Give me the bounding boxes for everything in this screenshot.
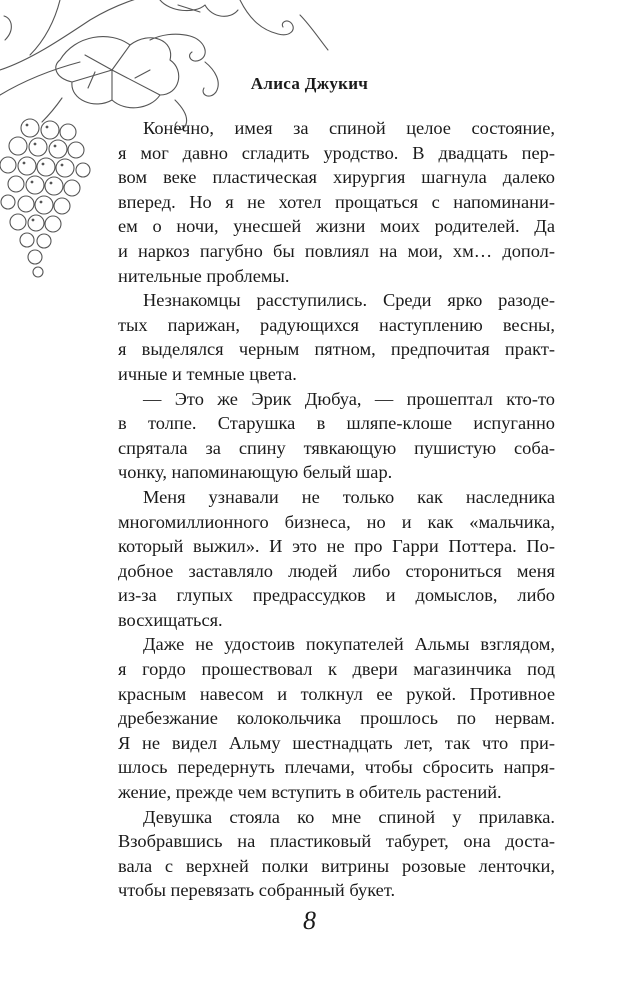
text-line: и наркоз пагубно бы повлиял на мои, хм… допол- [118,240,555,261]
text-line: вала с верхней полки витрины розовые ленточки, [118,855,555,876]
text-line: вперед. Но я не хотел прощаться с напоминани- [118,191,555,212]
page-number: 8 [303,906,316,935]
text-line: я выделялся черным пятном, предпочитая практ- [118,339,555,360]
text-line: красным навесом и толкнул ее рукой. Противное [118,683,555,704]
text-line: Конечно, имея за спиной целое состояние, [143,118,555,138]
running-head-author: Алиса Джукич [250,74,369,93]
text-line: восхищаться. [118,609,223,630]
text-line: Я не видел Альму шестнадцать лет, так что при- [118,732,555,753]
body-text [118,116,555,903]
text-line: добное заставляло людей либо сторониться меня [118,560,555,581]
text-line: Незнакомцы расступились. Среди ярко разоде- [143,290,555,311]
text-line: Девушка стояла ко мне спиной у прилавка. [143,806,555,827]
text-line: Даже не удостоив покупателей Альмы взглядом, [143,634,555,655]
text-line: ем о ночи, унесшей жизни моих родителей. Да [118,216,555,237]
text-line: нительные проблемы. [118,265,290,286]
text-line: я мог давно сгладить уродство. В двадцать пер- [118,142,555,163]
text-line: жение, прежде чем вступить в обитель растений. [118,782,502,803]
text-line: шлось передернуть плечами, чтобы сбросить напря- [118,757,555,778]
text-line: — Это же Эрик Дюбуа, — прошептал кто-то [143,388,555,409]
text-line: дребезжание колокольчика прошлось по нервам. [118,708,555,729]
text-line: вом веке пластическая хирургия шагнула далеко [118,167,555,188]
text-line: чтобы перевязать собранный букет. [118,880,396,901]
text-line: многомиллионного бизнеса, но и как «мальчика, [118,511,555,532]
text-line: я гордо прошествовал к двери магазинчика под [118,659,555,680]
text-line: спрятала за спину тявкающую пушистую соба- [118,437,555,458]
text-line: в толпе. Старушка в шляпе-клоше испуганно [118,413,555,434]
text-line: из-за глупых предрассудков и домыслов, либо [118,585,555,606]
text-line: ичные и темные цвета. [118,363,297,384]
text-line: чонку, напоминающую белый шар. [118,462,393,483]
text-line: который выжил». И это не про Гарри Поттера. По- [118,536,555,557]
text-line: тых парижан, радующихся наступлению весны, [118,314,555,335]
text-line: Взобравшись на пластиковый табурет, она доста- [118,831,555,852]
text-line: Меня узнавали не только как наследника [143,486,555,507]
